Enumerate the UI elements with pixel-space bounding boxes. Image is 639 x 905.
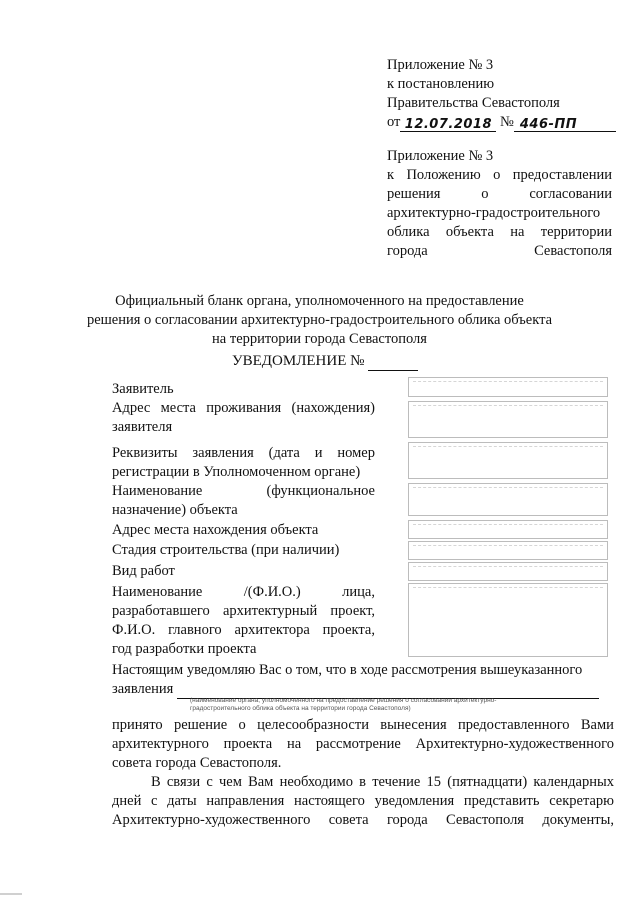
word: рассмотрение (315, 736, 401, 752)
body-p1-line4 (112, 735, 614, 754)
word: проекта (223, 736, 273, 752)
field-details-label (112, 444, 375, 463)
appendix2-line6 (387, 242, 612, 261)
word: течение (372, 774, 421, 790)
appendix-government: Правительства Севастополя (387, 95, 560, 111)
word: лица, (342, 584, 375, 600)
body-p1-line1: Настоящим уведомляю Вас о том, что в ходе рассмотрения вышеуказанного (112, 662, 583, 678)
authority-caption-line1: (наименование органа, уполномоченного на предоставление решения о согласовании архитектурно- (190, 697, 497, 704)
word: предоставленного (458, 717, 570, 733)
appendix-to-resolution: к постановлению (387, 76, 495, 92)
appendix2-line2 (387, 166, 612, 185)
word: согласовании (529, 186, 612, 202)
word: документы, (542, 812, 614, 828)
word: Архитектурно-художественного (415, 736, 614, 752)
word: необходимо (279, 774, 353, 790)
field-work-type-label: Вид работ (112, 563, 175, 579)
notice-title-text: УВЕДОМЛЕНИЕ № (232, 353, 365, 369)
word: главного (168, 622, 222, 638)
object-name-field[interactable] (408, 483, 608, 516)
field-address-label (112, 399, 375, 418)
word: связи (166, 774, 201, 790)
word: Вам (248, 774, 274, 790)
word: в (359, 774, 367, 790)
word: календарных (533, 774, 614, 790)
field-stage-label: Стадия строительства (при наличии) (112, 542, 340, 558)
word: номер (337, 445, 375, 461)
word: секретарю (549, 793, 614, 809)
authority-caption-line2: градостроительного облика объекта на территории города Севастополя) (190, 705, 411, 712)
developer-field[interactable] (408, 583, 608, 657)
word: решения (387, 186, 441, 202)
word: о (481, 186, 489, 202)
word: объекта (445, 224, 494, 240)
word: (дата (268, 445, 300, 461)
word: разработавшего (112, 603, 210, 619)
word: целесообразности (257, 717, 369, 733)
word: архитектурный (222, 603, 318, 619)
word: города (387, 243, 428, 259)
word: представить (463, 793, 540, 809)
word: проживания (206, 400, 282, 416)
word: чем (218, 774, 242, 790)
word: Ф.И.О. (112, 622, 156, 638)
word: предоставлении (512, 167, 612, 183)
word: заявления (192, 445, 254, 461)
field-developer-label (112, 583, 375, 602)
field-details-label-2: регистрации в Уполномоченном органе) (112, 464, 361, 480)
word: Севастополя (446, 812, 524, 828)
date-underline (400, 115, 496, 132)
word: Наименование (112, 584, 203, 600)
appendix2-title: Приложение № 3 (387, 148, 494, 164)
word: Реквизиты (112, 445, 178, 461)
details-field[interactable] (408, 442, 608, 479)
number-label: № (500, 114, 514, 130)
appendix-title: Приложение № 3 (387, 57, 494, 73)
address-field[interactable] (408, 401, 608, 438)
word: облика (387, 224, 430, 240)
body-p1-prefix: заявления (112, 681, 174, 697)
field-developer-label-2 (112, 602, 375, 621)
word: с (151, 793, 158, 809)
scan-artifact (0, 893, 22, 895)
word: настоящего (294, 793, 365, 809)
blank-title-line3: на территории города Севастополя (212, 331, 427, 347)
word: территории (540, 224, 612, 240)
word: проекта, (322, 622, 375, 638)
word: к (387, 167, 395, 183)
word: уведомления (374, 793, 455, 809)
number-underline (514, 115, 616, 132)
word: города (386, 812, 428, 828)
word: Адрес (112, 400, 151, 416)
word: даты (167, 793, 197, 809)
appendix2-line3 (387, 185, 612, 204)
word: архитектурного (112, 736, 209, 752)
body-p2-line3 (112, 811, 614, 830)
word: вынесения (380, 717, 447, 733)
word: места (160, 400, 196, 416)
word: В (151, 774, 161, 790)
body-p2-line2 (112, 792, 614, 811)
word: направления (206, 793, 285, 809)
blank-title-line1: Официальный бланк органа, уполномоченного на предоставление (115, 293, 524, 309)
work-type-field[interactable] (408, 562, 608, 581)
from-label: от (387, 114, 401, 130)
word: на (286, 736, 302, 752)
appendix-date-number-line (387, 113, 612, 132)
word: архитектора (234, 622, 310, 638)
field-name-label (112, 482, 375, 501)
field-developer-label-3 (112, 621, 375, 640)
word: принято (112, 717, 163, 733)
word: Севастополя (534, 243, 612, 259)
word: (пятнадцати) (447, 774, 528, 790)
body-p1-line3 (112, 716, 614, 735)
word: Наименование (112, 483, 203, 499)
stage-field[interactable] (408, 541, 608, 560)
word: Вами (580, 717, 614, 733)
field-name-label-2: назначение) объекта (112, 502, 238, 518)
applicant-field[interactable] (408, 377, 608, 397)
appendix2-line4: архитектурно-градостроительного (387, 205, 601, 221)
handwritten-date: 12.07.2018 (404, 117, 493, 132)
word: проект, (330, 603, 375, 619)
field-applicant-label: Заявитель (112, 381, 174, 397)
word: и (314, 445, 323, 461)
word: с (206, 774, 213, 790)
word: /(Ф.И.О.) (243, 584, 301, 600)
appendix2-line5 (387, 223, 612, 242)
word: решение (173, 717, 228, 733)
blank-title-line2: решения о согласовании архитектурно-градостроительного облика объекта (86, 312, 553, 328)
word: (функциональное (266, 483, 375, 499)
word: (нахождения) (291, 400, 375, 416)
word: 15 (426, 774, 442, 790)
notice-title (232, 352, 418, 371)
body-p2-line1 (151, 773, 614, 792)
notice-number-blank (368, 357, 418, 371)
word: совета (328, 812, 369, 828)
word: Положению (406, 167, 481, 183)
field-location-label: Адрес места нахождения объекта (112, 522, 319, 538)
location-field[interactable] (408, 520, 608, 539)
word: дней (112, 793, 142, 809)
handwritten-number: 446-ПП (519, 117, 578, 132)
word: о (238, 717, 246, 733)
body-p1-line5: совета города Севастополя. (112, 755, 282, 771)
word: о (493, 167, 501, 183)
field-address-label-2: заявителя (112, 419, 173, 435)
word: Архитектурно-художественного (112, 812, 311, 828)
field-developer-label-4: год разработки проекта (112, 641, 257, 657)
word: на (510, 224, 525, 240)
